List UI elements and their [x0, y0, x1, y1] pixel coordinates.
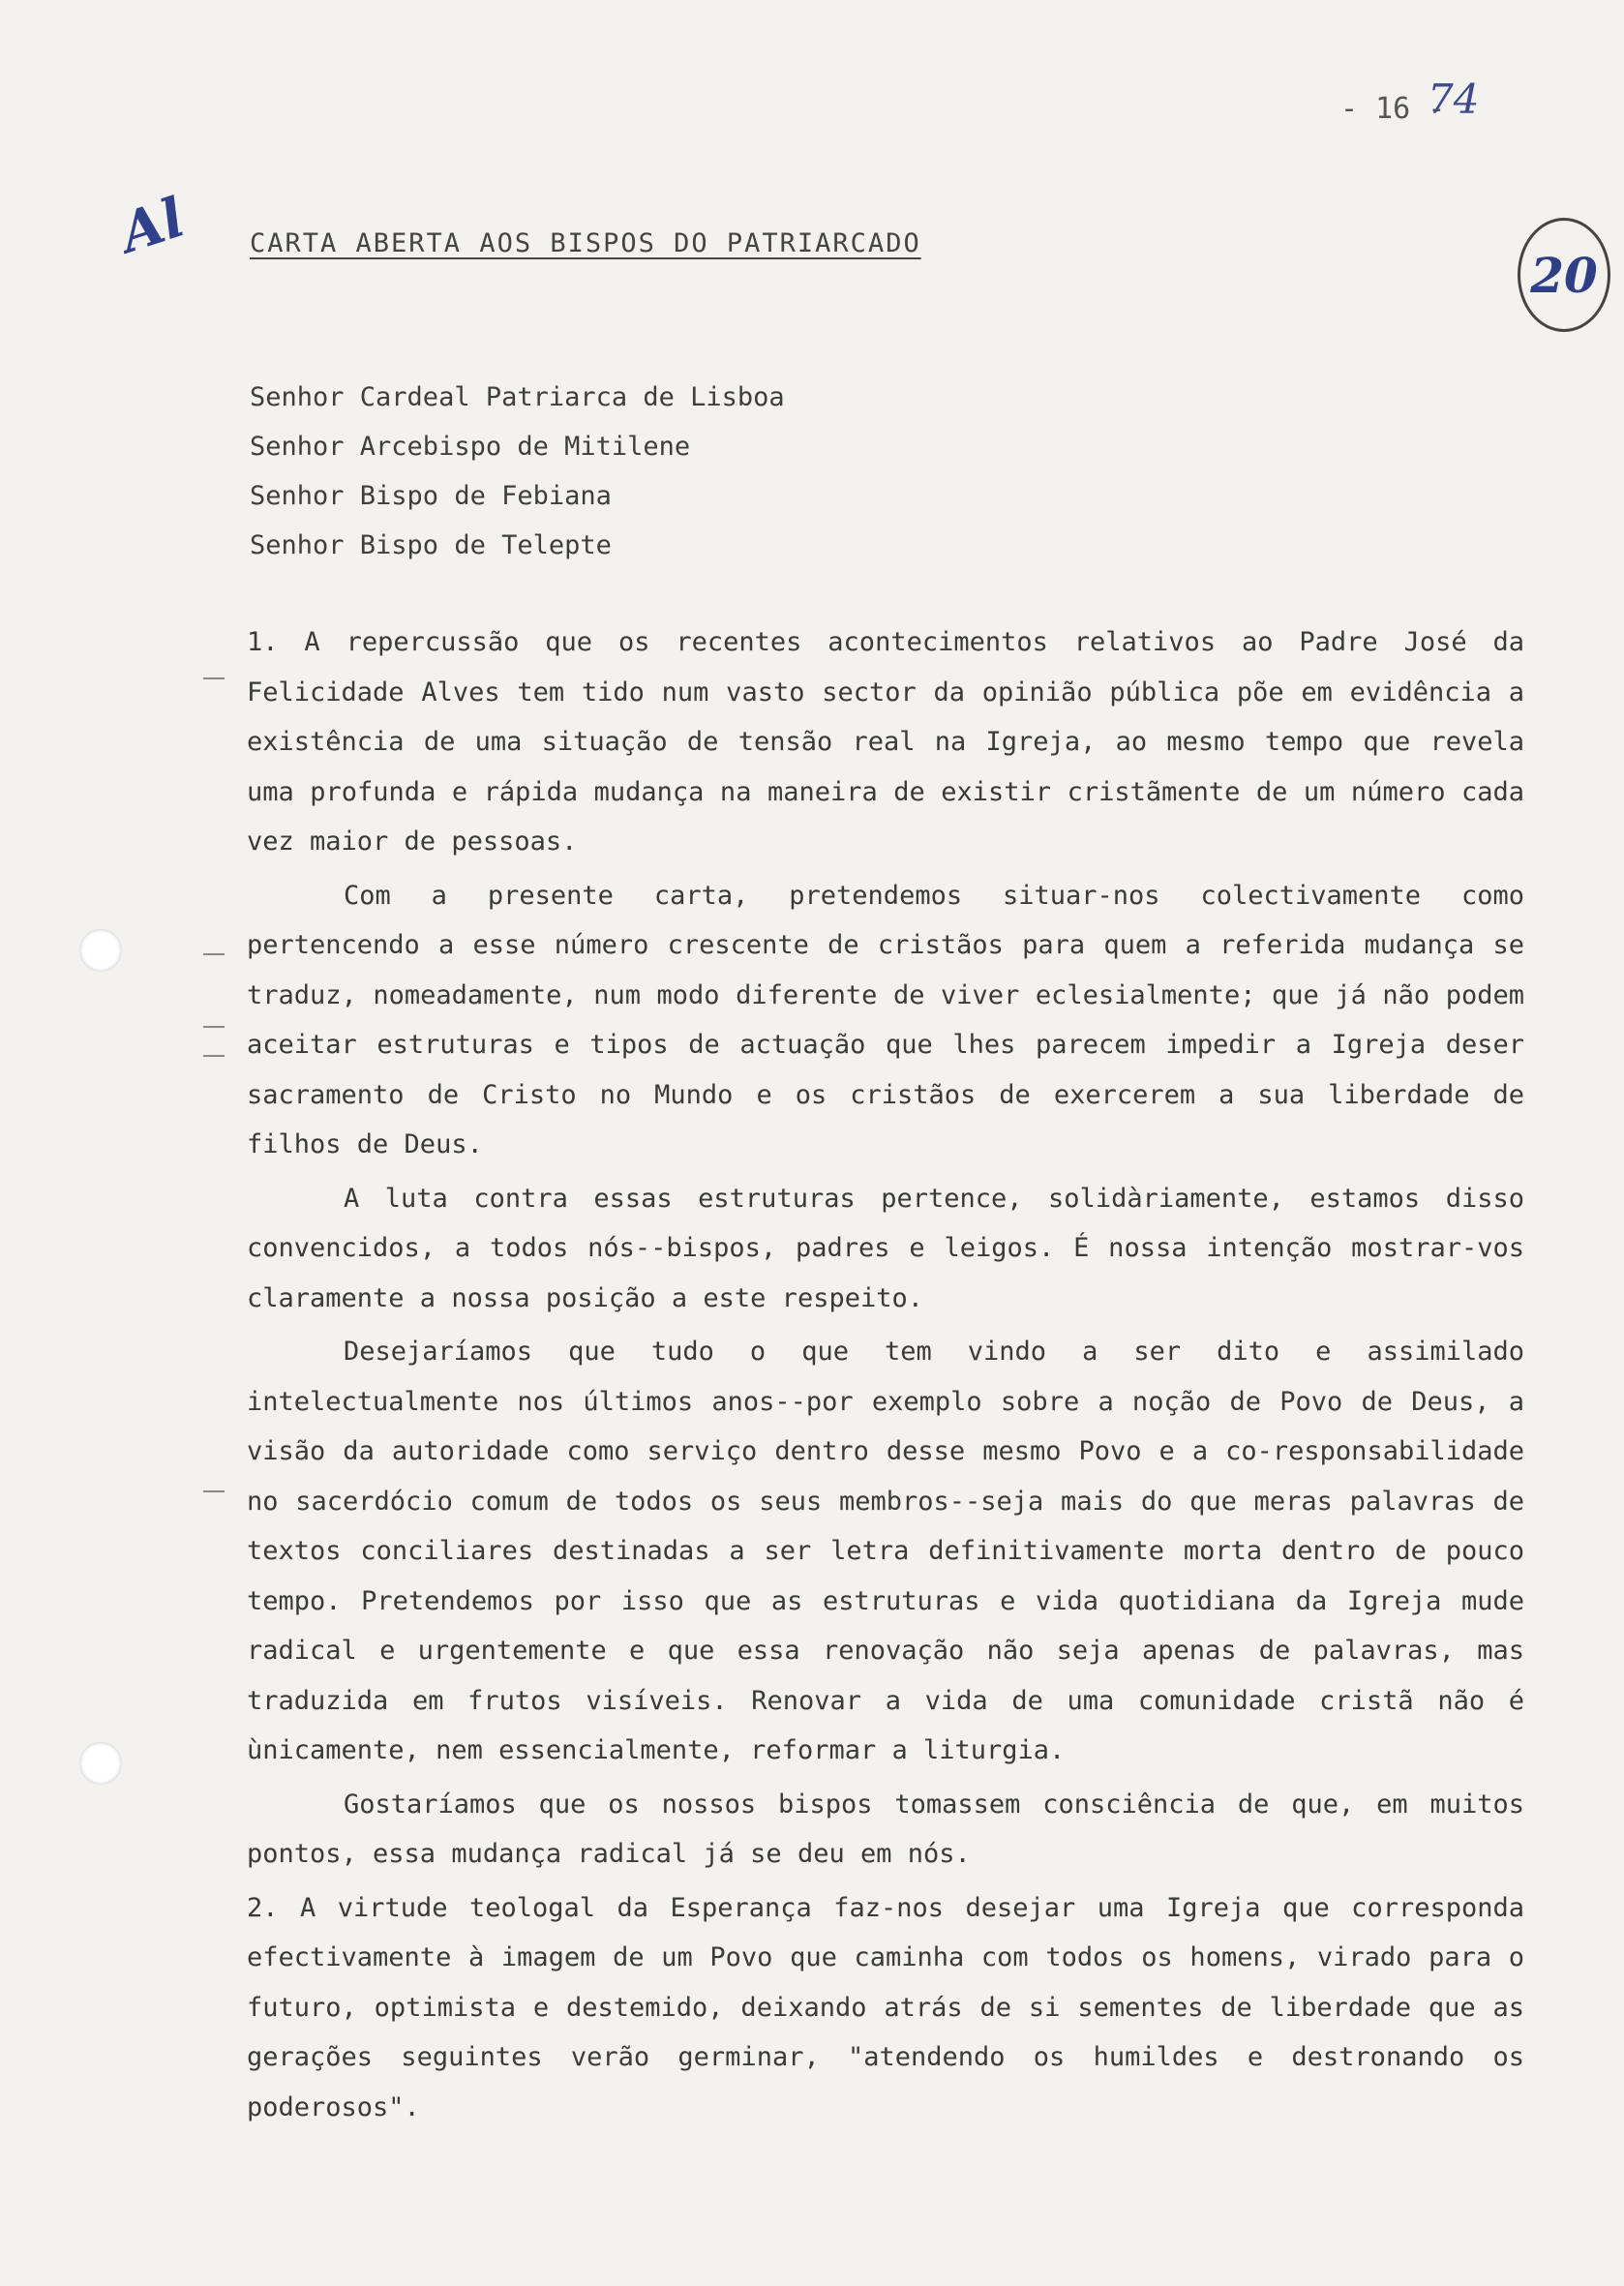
- margin-mark: [203, 1490, 225, 1492]
- punch-hole-bottom: [79, 1742, 122, 1785]
- paragraph: 2. A virtude teologal da Esperança faz-nos desejar uma Igreja que corresponda efectivamente à imagem de um Povo que caminha com todos os homens, virado para o futuro, optimista e destemido, deixando atrás de si sementes de liberdade que as gerações seguintes verão germinar, "atendendo os humildes e destronando os poderosos".: [247, 1892, 1524, 2122]
- letter-title: CARTA ABERTA AOS BISPOS DO PATRIARCADO: [250, 228, 921, 258]
- page-number: - 16 -: [1340, 92, 1446, 126]
- archive-number: 20: [1530, 246, 1598, 304]
- margin-mark: [203, 953, 225, 955]
- paragraph: 1. A repercussão que os recentes acontecimentos relativos ao Padre José da Felicidade Alves tem tido num vasto sector da opinião pública põe em evidência a existência de uma situação de tensão real na Igreja, ao mesmo tempo que revela uma profunda e rápida mudança na maneira de existir cristãmente de um número cada vez maior de pessoas.: [247, 627, 1524, 857]
- handwritten-initials: Al: [112, 185, 193, 266]
- addressee: Senhor Bispo de Febiana: [250, 481, 612, 511]
- margin-mark: [203, 677, 225, 679]
- letter-body: [247, 617, 1524, 2132]
- archive-number-stamp: [1518, 218, 1610, 332]
- paragraph: Com a presente carta, pretendemos situar-nos colectivamente como pertencendo a esse número crescente de cristãos para quem a referida mudança se traduz, nomeadamente, num modo diferente de viver eclesialmente; que já não podem aceitar estruturas e tipos de actuação que lhes parecem impedir a Igreja deser sacramento de Cristo no Mundo e os cristãos de exercerem a sua liberdade de filhos de Deus.: [247, 880, 1524, 1159]
- addressee: Senhor Bispo de Telepte: [250, 530, 612, 560]
- handwritten-page-number: 74: [1428, 75, 1480, 123]
- margin-mark: [203, 1055, 225, 1057]
- punch-hole-top: [79, 929, 122, 972]
- paragraph: Desejaríamos que tudo o que tem vindo a ser dito e assimilado intelectualmente nos últimos anos--por exemplo sobre a noção de Povo de Deus, a visão da autoridade como serviço dentro desse mesmo Povo e a co-responsabilidade no sacerdócio comum de todos os seus membros--seja mais do que meras palavras de textos conciliares destinadas a ser letra definitivamente morta dentro de pouco tempo. Pretendemos por isso que as estruturas e vida quotidiana da Igreja mude radical e urgentemente e que essa renovação não seja apenas de palavras, mas traduzida em frutos visíveis. Renovar a vida de uma comunidade cristã não é ùnicamente, nem essencialmente, reformar a liturgia.: [247, 1337, 1524, 1765]
- margin-mark: [203, 1026, 225, 1028]
- addressee: Senhor Cardeal Patriarca de Lisboa: [250, 382, 785, 412]
- addressee: Senhor Arcebispo de Mitilene: [250, 432, 691, 462]
- addressee-list: [250, 373, 785, 570]
- paragraph: Gostaríamos que os nossos bispos tomassem consciência de que, em muitos pontos, essa mudança radical já se deu em nós.: [247, 1789, 1524, 1869]
- paragraph: A luta contra essas estruturas pertence, solidàriamente, estamos disso convencidos, a todos nós--bispos, padres e leigos. É nossa intenção mostrar-vos claramente a nossa posição a este respeito.: [247, 1183, 1524, 1313]
